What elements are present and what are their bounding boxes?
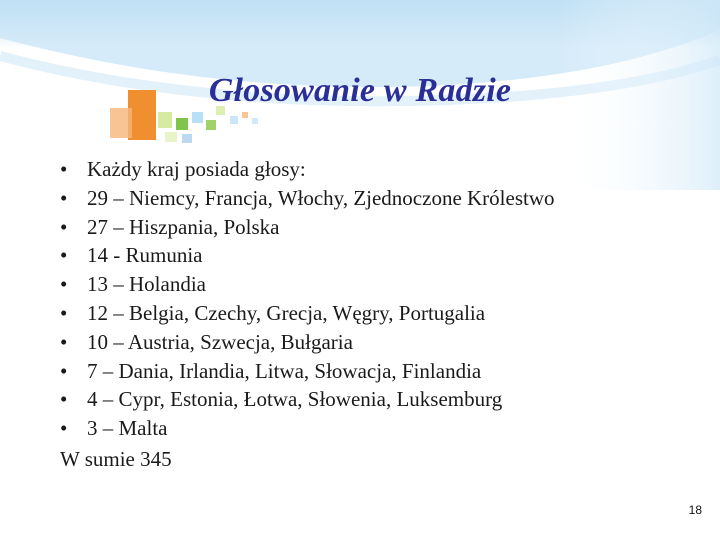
bullet-icon: •	[60, 358, 68, 383]
list-item	[60, 299, 700, 328]
bullet-icon: •	[60, 214, 68, 239]
list-item	[60, 328, 700, 357]
list-item	[60, 270, 700, 299]
list-item	[60, 385, 700, 414]
list-item-text: 27 – Hiszpania, Polska	[87, 214, 280, 239]
list-item-text: 14 - Rumunia	[87, 243, 203, 268]
slide-title: Głosowanie w Radzie	[208, 72, 512, 109]
bullet-icon: •	[60, 243, 68, 268]
list-item-text: 13 – Holandia	[87, 272, 206, 297]
summary-line: W sumie 345	[60, 447, 172, 471]
bullet-icon: •	[60, 416, 68, 441]
list-item-text: 12 – Belgia, Czechy, Grecja, Węgry, Portugalia	[87, 300, 486, 325]
list-item-text: 29 – Niemcy, Francja, Włochy, Zjednoczone Królestwo	[87, 185, 555, 210]
list-item	[60, 241, 700, 270]
bullet-icon: •	[60, 185, 68, 210]
bullet-icon: •	[60, 329, 68, 354]
bullet-icon: •	[60, 157, 68, 181]
list-item	[60, 155, 700, 184]
list-item	[60, 213, 700, 242]
list-item-text: 7 – Dania, Irlandia, Litwa, Słowacja, Finlandia	[87, 358, 482, 383]
list-item-text: 4 – Cypr, Estonia, Łotwa, Słowenia, Luksemburg	[87, 387, 503, 412]
list-item-text: 3 – Malta	[87, 416, 168, 441]
bullet-icon: •	[60, 272, 68, 297]
bullet-list	[60, 155, 700, 443]
list-item	[60, 184, 700, 213]
list-item-text: 10 – Austria, Szwecja, Bułgaria	[87, 329, 353, 354]
bullet-icon: •	[60, 300, 68, 325]
page-number: 18	[688, 503, 702, 517]
list-item-text: Każdy kraj posiada głosy:	[87, 157, 306, 181]
list-item	[60, 414, 700, 443]
bullet-icon: •	[60, 387, 68, 412]
list-item	[60, 357, 700, 386]
